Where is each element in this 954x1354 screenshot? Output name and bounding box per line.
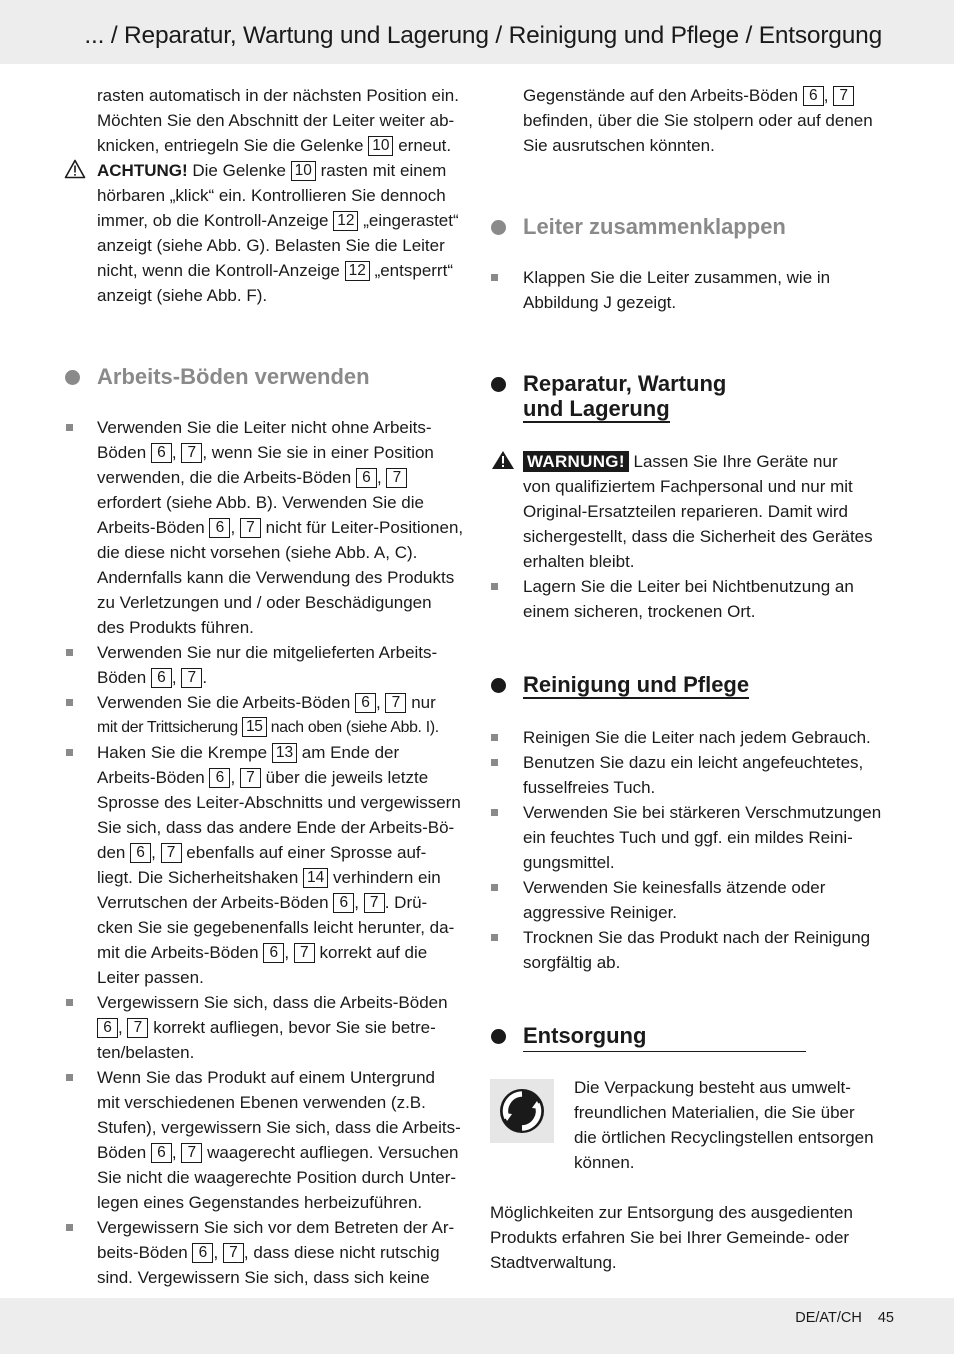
text-line: waagerecht aufliegen. Versuchen: [202, 1143, 459, 1162]
ref-7: 7: [294, 943, 315, 963]
square-bullet-icon: [66, 1074, 73, 1081]
text-line: mit die Arbeits-Böden: [97, 943, 264, 962]
text-line: aggressive Reiniger.: [523, 903, 678, 922]
square-bullet-icon: [66, 749, 73, 756]
ref-13: 13: [272, 743, 297, 763]
text-line: Sie sich, dass das andere Ende der Arbeits-Bö-: [97, 818, 455, 837]
text-line: Klappen Sie die Leiter zusammen, wie in: [523, 268, 831, 287]
text-line: ten/belasten.: [97, 1043, 195, 1062]
text-line: rasten mit einem: [315, 161, 447, 180]
ref-7: 7: [240, 518, 261, 538]
text-line: Verwenden Sie keinesfalls ätzende oder: [523, 878, 826, 897]
text-line: nicht für Leiter-Positionen,: [260, 518, 464, 537]
ref-10: 10: [368, 136, 393, 156]
text-line: Die Verpackung besteht aus umwelt-: [574, 1078, 851, 1097]
achtung-note: [0, 158, 480, 308]
text-line: Verwenden Sie nur die mitgelieferten Arbeits-: [97, 643, 438, 662]
text-line: korrekt auf die: [314, 943, 428, 962]
square-bullet-icon: [66, 699, 73, 706]
text-line: Stufen), vergewissern Sie sich, dass die Arbeits-: [97, 1118, 461, 1137]
text-line: die diese nicht vorsehen (siehe Abb. A, C).: [97, 543, 418, 562]
section-heading-leiter-zusammenklappen: [490, 214, 910, 239]
text-line: am Ende der: [297, 743, 400, 762]
text-line: befinden, über die Sie stolpern oder auf denen: [523, 111, 873, 130]
text-line: ,: [213, 1243, 219, 1262]
text-line: Verwenden Sie die Arbeits-Böden: [97, 693, 356, 712]
text-line: ,: [171, 443, 177, 462]
text-line: verwenden, die die Arbeits-Böden: [97, 468, 356, 487]
ref-6: 6: [263, 943, 284, 963]
section-title: Arbeits-Böden verwenden: [97, 364, 370, 389]
text-line: von qualifiziertem Fachpersonal und nur mit: [523, 477, 853, 496]
ref-15: 15: [242, 717, 267, 737]
section-title: Entsorgung: [523, 1023, 647, 1048]
recycle-symbol-icon: [497, 1086, 547, 1136]
ref-7: 7: [181, 443, 202, 463]
list-item: [0, 740, 480, 990]
section-heading-reparatur: [490, 371, 910, 423]
text-line: Gegenstände auf den Arbeits-Böden: [523, 86, 803, 105]
text-line: , wenn Sie sie in einer Position: [202, 443, 434, 462]
text-line: sind. Vergewissern Sie sich, dass sich keine: [97, 1268, 430, 1287]
section-heading-entsorgung: [490, 1023, 910, 1052]
recycling-paragraph: [574, 1075, 874, 1175]
text-line: nur: [406, 693, 436, 712]
square-bullet-icon: [66, 999, 73, 1006]
text-line: ,: [823, 86, 829, 105]
text-line: „eingerastet“: [358, 211, 459, 230]
ref-7: 7: [386, 468, 407, 488]
intro-paragraph: [0, 83, 480, 158]
list-item: [0, 990, 480, 1065]
text-line: Lagern Sie die Leiter bei Nichtbenutzung an: [523, 577, 854, 596]
square-bullet-icon: [66, 424, 73, 431]
ref-10: 10: [291, 161, 316, 181]
square-bullet-icon: [491, 884, 498, 891]
text-line: können.: [574, 1153, 635, 1172]
text-line: verhindern ein: [328, 868, 441, 887]
ref-6: 6: [333, 893, 354, 913]
ref-7: 7: [161, 843, 182, 863]
text-line: ,: [230, 768, 236, 787]
text-line: cken Sie sie gegebenenfalls leicht herunter, da-: [97, 918, 455, 937]
list-item: [490, 725, 910, 750]
ref-6: 6: [151, 443, 172, 463]
ref-12: 12: [333, 211, 358, 231]
text-line: Verwenden Sie bei stärkeren Verschmutzungen: [523, 803, 882, 822]
list-item: [0, 690, 480, 740]
text-line: Vergewissern Sie sich vor dem Betreten der Ar-: [97, 1218, 455, 1237]
text-line: die örtlichen Recyclingstellen entsorgen: [574, 1128, 874, 1147]
text-line: Die Gelenke: [187, 161, 291, 180]
text-line: Böden: [97, 1143, 151, 1162]
text-line: Wenn Sie das Produkt auf einem Untergrund: [97, 1068, 435, 1087]
text-line: Böden: [97, 668, 151, 687]
text-line: Trocknen Sie das Produkt nach der Reinigung: [523, 928, 871, 947]
text-line: Sie ausrutschen könnten.: [523, 136, 715, 155]
ref-7: 7: [181, 1143, 202, 1163]
text-line: ,: [171, 668, 177, 687]
text-line: Reinigen Sie die Leiter nach jedem Gebrauch.: [523, 728, 871, 747]
green-dot-recycling-icon: [490, 1079, 554, 1143]
text-line: hörbaren „klick“ ein. Kontrollieren Sie dennoch: [97, 186, 446, 205]
text-line: ,: [230, 518, 236, 537]
ref-14: 14: [303, 868, 328, 888]
footer-band: [0, 1298, 954, 1354]
ref-7: 7: [181, 668, 202, 688]
text-line: beits-Böden: [97, 1243, 193, 1262]
text-line: ,: [171, 1143, 177, 1162]
left-column: [0, 83, 480, 1290]
warnung-note: [490, 449, 910, 574]
list-item: [490, 925, 910, 975]
square-bullet-icon: [491, 583, 498, 590]
warning-triangle-icon: [491, 450, 515, 470]
ref-6: 6: [356, 468, 377, 488]
ref-6: 6: [355, 693, 376, 713]
text-line: Original-Ersatzteilen reparieren. Damit wird: [523, 502, 849, 521]
disposal-paragraph: [490, 1200, 910, 1275]
text-line: Möglichkeiten zur Entsorgung des ausgedienten: [490, 1203, 853, 1222]
section-title: Reinigung und Pflege: [523, 672, 750, 697]
text-line: fusselfreies Tuch.: [523, 778, 656, 797]
square-bullet-icon: [66, 1224, 73, 1231]
text-line: freundlichen Materialien, die Sie über: [574, 1103, 855, 1122]
text-line: „entsperrt“: [369, 261, 453, 280]
bullet-dot-icon: [65, 370, 80, 385]
page-number: 45: [877, 1310, 894, 1326]
bullet-dot-icon: [491, 1029, 506, 1044]
list-item: [490, 265, 910, 315]
text-line: immer, ob die Kontroll-Anzeige: [97, 211, 334, 230]
text-line: einem sicheren, trockenen Ort.: [523, 602, 756, 621]
ref-6: 6: [803, 86, 824, 106]
text-line: Arbeits-Böden: [97, 518, 210, 537]
ref-6: 6: [97, 1018, 118, 1038]
bullet-dot-icon: [491, 220, 506, 235]
list-item: [490, 750, 910, 800]
text-line: über die jeweils letzte: [260, 768, 429, 787]
text-line: Sie nicht die waagerechte Position durch Unter-: [97, 1168, 457, 1187]
section-title: Leiter zusammenklappen: [523, 214, 786, 239]
bullet-dot-icon: [491, 678, 506, 693]
section-heading-reinigung: [490, 672, 910, 699]
text-line: erfordert (siehe Abb. B). Verwenden Sie die: [97, 493, 424, 512]
section-underline: [523, 1051, 806, 1052]
ref-6: 6: [151, 668, 172, 688]
text-line: Benutzen Sie dazu ein leicht angefeuchtetes,: [523, 753, 864, 772]
ref-7: 7: [385, 693, 406, 713]
text-line: rasten automatisch in der nächsten Position ein.: [97, 86, 459, 105]
text-line: mit verschiedenen Ebenen verwenden (z.B.: [97, 1093, 426, 1112]
text-line: Haken Sie die Krempe: [97, 743, 272, 762]
text-line: den: [97, 843, 131, 862]
text-line: Andernfalls kann die Verwendung des Produkts: [97, 568, 455, 587]
bullet-dot-icon: [491, 377, 506, 392]
text-line: Böden: [97, 443, 151, 462]
list-item: [490, 875, 910, 925]
square-bullet-icon: [491, 274, 498, 281]
text-line: Arbeits-Böden: [97, 768, 210, 787]
text-line: Lassen Sie Ihre Geräte nur: [628, 452, 838, 471]
square-bullet-icon: [491, 809, 498, 816]
warnung-label: WARNUNG!: [523, 451, 629, 472]
list-item: [0, 1065, 480, 1215]
text-line: Stadtverwaltung.: [490, 1253, 617, 1272]
text-line: , dass diese nicht rutschig: [243, 1243, 440, 1262]
ref-7: 7: [364, 893, 385, 913]
text-line: ,: [151, 843, 156, 862]
text-line: sorgfältig ab.: [523, 953, 621, 972]
list-item: [0, 640, 480, 690]
ref-6: 6: [130, 843, 151, 863]
text-line: nach oben (siehe Abb. I).: [266, 719, 439, 736]
text-line: gungsmittel.: [523, 853, 615, 872]
text-line: des Produkts führen.: [97, 618, 254, 637]
text-line: erneut.: [393, 136, 452, 155]
list-item: [490, 574, 910, 624]
section-title: Reparatur, Wartung: [523, 371, 727, 396]
text-line: Sprosse des Leiter-Abschnitts und vergewissern: [97, 793, 461, 812]
text-line: ebenfalls auf einer Sprosse auf-: [181, 843, 427, 862]
text-line: Möchten Sie den Abschnitt der Leiter weiter ab-: [97, 111, 455, 130]
page-footer: [795, 1310, 894, 1326]
text-line: korrekt aufliegen, bevor Sie sie betre-: [148, 1018, 436, 1037]
ref-7: 7: [833, 86, 854, 106]
ref-7: 7: [127, 1018, 148, 1038]
text-line: ,: [354, 893, 359, 912]
list-item: [0, 415, 480, 640]
square-bullet-icon: [491, 759, 498, 766]
text-line: liegt. Die Sicherheitshaken: [97, 868, 304, 887]
square-bullet-icon: [491, 734, 498, 741]
ref-7: 7: [240, 768, 261, 788]
text-line: Leiter passen.: [97, 968, 204, 987]
square-bullet-icon: [491, 934, 498, 941]
section-title: und Lagerung: [523, 396, 670, 421]
text-line: anzeigt (siehe Abb. G). Belasten Sie die Leiter: [97, 236, 445, 255]
text-line: knicken, entriegeln Sie die Gelenke: [97, 136, 369, 155]
text-line: Abbildung J gezeigt.: [523, 293, 677, 312]
warning-triangle-icon: [64, 159, 86, 179]
text-line: ,: [376, 468, 382, 487]
region-label: DE/AT/CH: [795, 1310, 862, 1326]
ref-12: 12: [345, 261, 370, 281]
list-item: [0, 1215, 480, 1290]
text-line: ,: [284, 943, 290, 962]
text-line: mit der Trittsicherung: [97, 719, 242, 736]
text-line: ,: [118, 1018, 123, 1037]
section-heading-arbeits-boeden: [0, 364, 480, 389]
ref-6: 6: [192, 1243, 213, 1263]
text-line: legen eines Gegenstandes herbeizuführen.: [97, 1193, 423, 1212]
text-line: ,: [376, 693, 381, 712]
ref-6: 6: [209, 518, 230, 538]
ref-7: 7: [223, 1243, 244, 1263]
text-line: nicht, wenn die Kontroll-Anzeige: [97, 261, 345, 280]
text-line: zu Verletzungen und / oder Beschädigungen: [97, 593, 432, 612]
text-line: Verrutschen der Arbeits-Böden: [97, 893, 334, 912]
text-line: ein feuchtes Tuch und ggf. ein mildes Reini-: [523, 828, 853, 847]
text-line: Verwenden Sie die Leiter nicht ohne Arbeits-: [97, 418, 432, 437]
page-header-title: ... / Reparatur, Wartung und Lagerung / Reinigung und Pflege / Entsorgung: [84, 22, 882, 49]
right-column: [490, 83, 910, 1275]
text-line: erhalten bleibt.: [523, 552, 635, 571]
ref-6: 6: [209, 768, 230, 788]
text-line: . Drü-: [384, 893, 428, 912]
ref-6: 6: [151, 1143, 172, 1163]
text-line: Vergewissern Sie sich, dass die Arbeits-Böden: [97, 993, 448, 1012]
continued-paragraph: [490, 83, 910, 158]
text-line: anzeigt (siehe Abb. F).: [97, 286, 268, 305]
recycling-block: [490, 1075, 910, 1175]
text-line: Produkts erfahren Sie bei Ihrer Gemeinde- oder: [490, 1228, 850, 1247]
square-bullet-icon: [66, 649, 73, 656]
text-line: .: [202, 668, 208, 687]
text-line: sichergestellt, dass die Sicherheit des Gerätes: [523, 527, 873, 546]
achtung-label: ACHTUNG!: [97, 161, 188, 180]
list-item: [490, 800, 910, 875]
